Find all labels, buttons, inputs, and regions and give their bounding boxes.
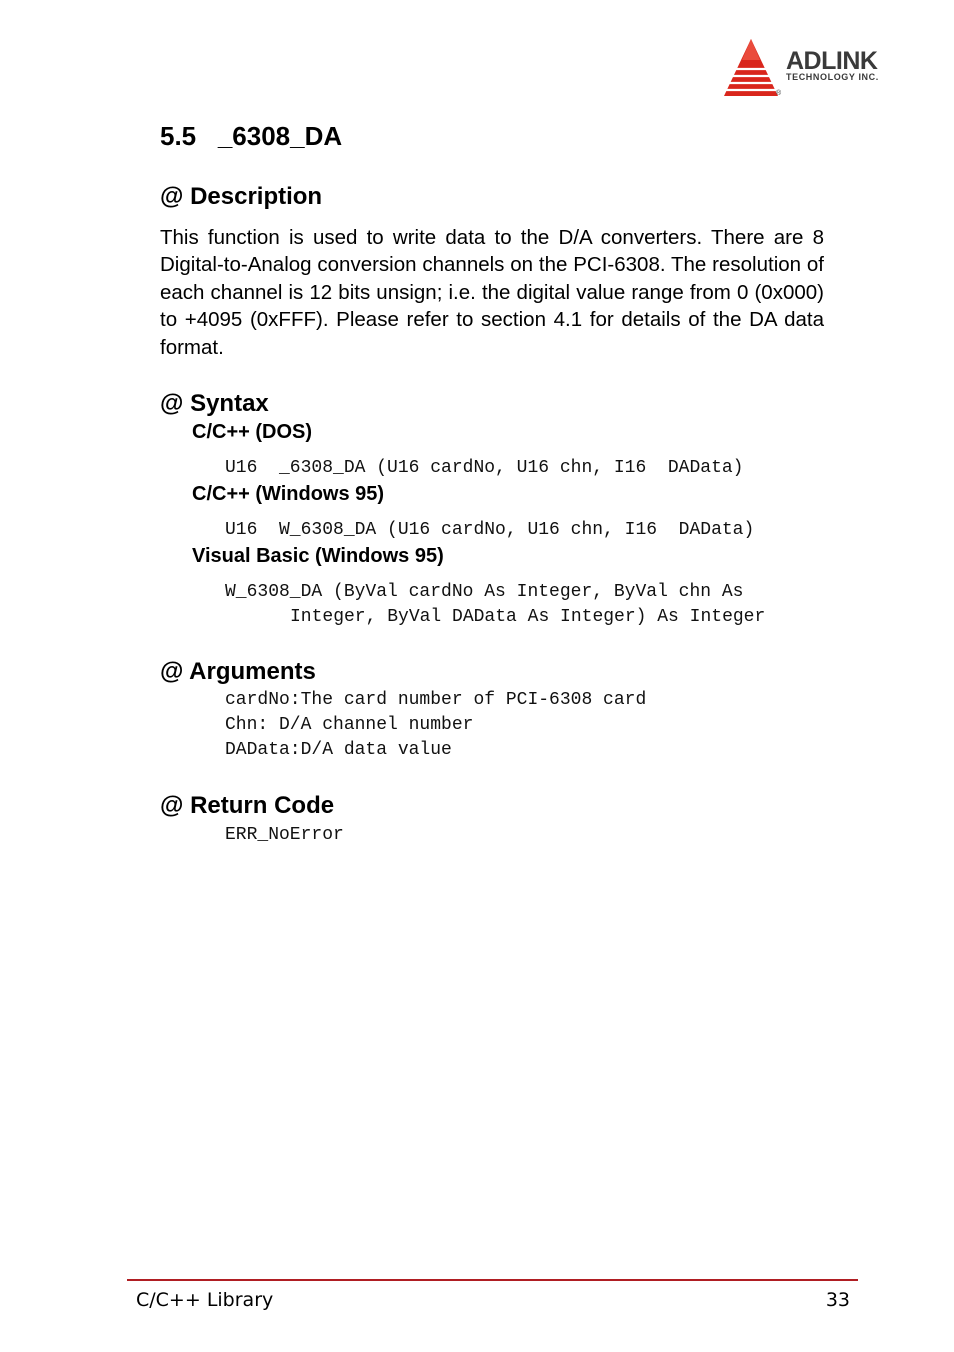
syntax-vb-code-line1: W_6308_DA (ByVal cardNo As Integer, ByVal chn As [225,582,744,602]
adlink-triangle-icon [722,38,780,98]
footer-chapter: C/C++ Library [136,1289,274,1311]
syntax-dos-code: U16 _6308_DA (U16 cardNo, U16 chn, I16 DAData) [225,458,744,478]
description-heading: @ Description [160,183,323,210]
arguments-heading: @ Arguments [160,658,316,685]
logo-registered-mark: ® [776,90,782,97]
footer-rule [127,1279,858,1281]
page-number: 33 [825,1289,850,1311]
return-code-value: ERR_NoError [225,825,344,845]
return-code-heading: @ Return Code [160,792,335,819]
description-text: This function is used to write data to the D/A converters. There are 8 Digital-to-Analog conversion channels on the PCI-6308. The resolution of each channel is 12 bits unsign; i.e. the digital value range from 0 (0x000) to +4095 (0xFFF). Please refer to section 4.1 for details of the DA data format. [160,226,824,359]
syntax-win95-code: U16 W_6308_DA (U16 cardNo, U16 chn, I16 DAData) [225,520,755,540]
syntax-vb-label: Visual Basic (Windows 95) [192,545,444,567]
logo-tagline: TECHNOLOGY INC. [786,72,879,82]
syntax-vb-code-line2: Integer, ByVal DAData As Integer) As Integer [290,607,766,627]
syntax-heading: @ Syntax [160,390,269,417]
argument-item: Chn: D/A channel number [225,715,474,735]
argument-item: cardNo:The card number of PCI-6308 card [225,690,647,710]
argument-item: DAData:D/A data value [225,740,452,760]
section-title [160,120,342,152]
section-number: 5.5 [160,121,197,151]
logo-name: ADLINK [786,47,878,75]
adlink-logo [722,38,912,100]
syntax-win95-label: C/C++ (Windows 95) [192,483,385,505]
syntax-dos-label: C/C++ (DOS) [192,421,313,443]
section-name: _6308_DA [217,121,343,151]
